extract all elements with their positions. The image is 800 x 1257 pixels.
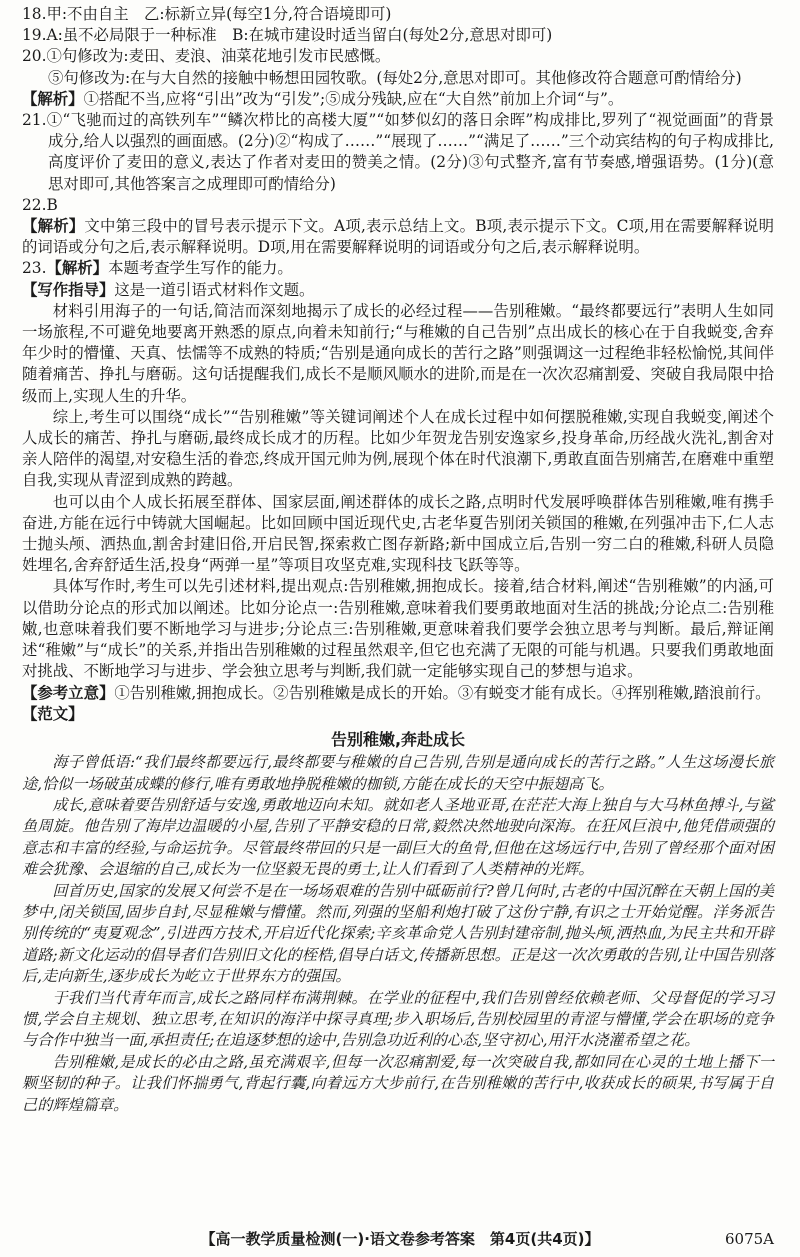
- footer-title: 【高一教学质量检测(一)·语文卷参考答案 第4页(共4页)】: [200, 1230, 600, 1248]
- writing-guide-paragraph: 具体写作时,考生可以先引述材料,提出观点:告别稚嫩,拥抱成长。接着,结合材料,阐述“告别稚嫩”的内涵,可以借助分论点的形式加以阐述。比如分论点一:告别稚嫩,意味着我们要勇敢地面对生活的挑战;分论点二:告别稚嫩,也意味着我们要不断地学习与进步;分论点三:告别稚嫩,更意味着我们要学会独立思考与判断。最后,辩证阐述“稚嫩”与“成长”的关系,并指出告别稚嫩的过程虽然艰辛,但它也充满了无限的可能与机遇。只要我们勇敢地面对挑战、不断地学习与进步、学会独立思考与判断,我们就一定能够实现自己的梦想与追求。: [22, 577, 774, 681]
- essay-paragraph: 海子曾低语:“我们最终都要远行,最终都要与稚嫩的自己告别,告别是通向成长的苦行之路。”人生这场漫长旅途,恰似一场破茧成蝶的修行,唯有勇敢地挣脱稚嫩的枷锁,方能在成长的天空中振翅高飞。: [22, 753, 774, 793]
- reference-themes: [22, 683, 774, 704]
- writing-guide-paragraph: 也可以由个人成长拓展至群体、国家层面,阐述群体的成长之路,点明时代发展呼唤群体告别稚嫩,唯有携手奋进,方能在远行中铸就大国崛起。比如回顾中国近现代史,古老华夏告别闭关锁国的稚嫩,在列强冲击下,仁人志士抛头颅、洒热血,割舍封建旧俗,开启民智,探索救亡图存新路;新中国成立后,告别一穷二白的稚嫩,科研人员隐姓埋名,舍弃舒适生活,投身“两弹一星”等项目攻坚克难,实现科技飞跃等等。: [22, 492, 774, 575]
- essay-title: 告别稚嫩,奔赴成长: [330, 729, 466, 749]
- writing-guide-heading: [22, 280, 774, 301]
- analysis-tag: 【解析】: [22, 89, 84, 108]
- analysis-text: 文中第三段中的冒号表示提示下文。A项,表示总结上文。B项,表示提示下文。C项,用在需要解释说明的词语或分句之后,表示解释说明。D项,用在需要解释说明的词语或分句之后,表示解释说明。: [22, 217, 774, 257]
- writing-guide-tag: 【写作指导】: [22, 280, 115, 299]
- reference-tag: 【参考立意】: [22, 683, 115, 702]
- analysis-tag: 【解析】: [22, 217, 85, 236]
- footer-code: 6075A: [724, 1230, 774, 1248]
- answer-23: [22, 258, 774, 279]
- question-number: 23.: [22, 259, 47, 278]
- essay-paragraph: 成长,意味着要告别舒适与安逸,勇敢地迈向未知。就如老人圣地亚哥,在茫茫大海上独自与大马林鱼搏斗,与鲨鱼周旋。他告别了海岸边温暖的小屋,告别了平静安稳的日常,毅然决然地驶向深海。在狂风巨浪中,他凭借顽强的意志和丰富的经验,与命运抗争。尽管最终带回的只是一副巨大的鱼骨,但他在这场远行中,告别了曾经那个面对困难会犹豫、会退缩的自己,成长为一位坚毅无畏的勇士,让人们看到了人类精神的光辉。: [22, 795, 774, 879]
- essay-paragraph: 回首历史,国家的发展又何尝不是在一场场艰难的告别中砥砺前行?曾几何时,古老的中国沉醉在天朝上国的美梦中,闭关锁国,固步自封,尽显稚嫩与懵懂。然而,列强的坚船利炮打破了这份宁静,有识之士开始觉醒。洋务派告别传统的“夷夏观念”,引进西方技术,开启近代化探索;辛亥革命党人告别封建帝制,抛头颅,洒热血,为民主共和开辟道路;新文化运动的倡导者们告别旧文化的桎梏,倡导白话文,传播新思想。正是这一次次勇敢的告别,让中国告别落后,走向新生,逐步成长为屹立于世界东方的强国。: [22, 881, 774, 986]
- essay-paragraph: 于我们当代青年而言,成长之路同样布满荆棘。在学业的征程中,我们告别曾经依赖老师、父母督促的学习习惯,学会自主规划、独立思考,在知识的海洋中探寻真理;步入职场后,告别校园里的青涩与懵懂,学会在职场的竞争与合作中独当一面,承担责任;在追逐梦想的途中,告别急功近利的心态,坚守初心,用汗水浇灌希望之花。: [22, 988, 774, 1050]
- reference-text: ①告别稚嫩,拥抱成长。②告别稚嫩是成长的开始。③有蜕变才能有成长。④挥别稚嫩,踏浪前行。: [114, 683, 771, 702]
- analysis-text: ①搭配不当,应将“引出”改为“引发”;⑤成分残缺,应在“大自然”前加上介词“与”。: [83, 89, 624, 108]
- answer-22: 22.B: [22, 195, 58, 214]
- analysis-tag: 【解析】: [46, 259, 109, 278]
- writing-guide-intro: 这是一道引语式材料作文题。: [114, 280, 315, 299]
- writing-guide-paragraph: 材料引用海子的一句话,简洁而深刻地揭示了成长的必经过程——告别稚嫩。“最终都要远行”表明人生如同一场旅程,不可避免地要离开熟悉的原点,向着未知前行;“与稚嫩的自己告别”点出成长的核心在于自我蜕变,舍弃年少时的懵懂、天真、怯懦等不成熟的特质;“告别是通向成长的苦行之路”则强调这一过程绝非轻松愉悦,其间伴随着痛苦、挣扎与磨砺。这句话提醒我们,成长不是顺风顺水的进阶,而是在一次次忍痛割爱、突破自我局限中拾级而上,实现人生的升华。: [22, 301, 774, 405]
- writing-guide-paragraph: 综上,考生可以围绕“成长”“告别稚嫩”等关键词阐述个人在成长过程中如何摆脱稚嫩,实现自我蜕变,阐述个人成长的痛苦、挣扎与磨砺,最终成长成才的历程。比如少年贺龙告别安逸家乡,投身革命,历经战火洗礼,割舍对亲人陪伴的渴望,对安稳生活的眷恋,终成开国元帅为例,展现个体在时代浪潮下,勇敢直面告别痛苦,在磨难中重塑自我,实现从青涩到成熟的跨越。: [22, 407, 774, 490]
- answer-20-line2: ⑤句修改为:在与大自然的接触中畅想田园牧歌。(每处2分,意思对即可。其他修改符合题意可酌情给分): [48, 68, 742, 87]
- answer-19: 19.A:虽不必局限于一种标准 B:在城市建设时适当留白(每处2分,意思对即可): [22, 26, 553, 45]
- answer-22-analysis: [22, 216, 774, 258]
- page-footer: [0, 1229, 800, 1251]
- answer-20-analysis: [22, 89, 774, 110]
- sample-tag: 【范文】: [22, 704, 84, 723]
- essay-paragraph: 告别稚嫩,是成长的必由之路,虽充满艰辛,但每一次忍痛割爱,每一次突破自我,都如同在心灵的土地上播下一颗坚韧的种子。让我们怀揣勇气,背起行囊,向着远方大步前行,在告别稚嫩的苦行中,收获成长的硕果,书写属于自己的辉煌篇章。: [22, 1052, 774, 1114]
- answer-21: 21.①“飞驰而过的高铁列车”“鳞次栉比的高楼大厦”“如梦似幻的落日余晖”构成排比,罗列了“视觉画面”的背景成分,给人以强烈的画面感。(2分)②“构成了……”“展现了……”“满足了……”三个动宾结构的句子构成排比,高度评价了麦田的意义,表达了作者对麦田的赞美之情。(2分)③句式整齐,富有节奏感,增强语势。(1分)(意思对即可,其他答案言之成理即可酌情给分): [22, 111, 774, 193]
- answer-18: 18.甲:不由自主 乙:标新立异(每空1分,符合语境即可): [22, 5, 392, 23]
- answer-20-line1: 20.①句修改为:麦田、麦浪、油菜花地引发市民感慨。: [22, 47, 391, 66]
- analysis-text: 本题考查学生写作的能力。: [108, 259, 293, 278]
- sample-essay-heading: [22, 704, 774, 725]
